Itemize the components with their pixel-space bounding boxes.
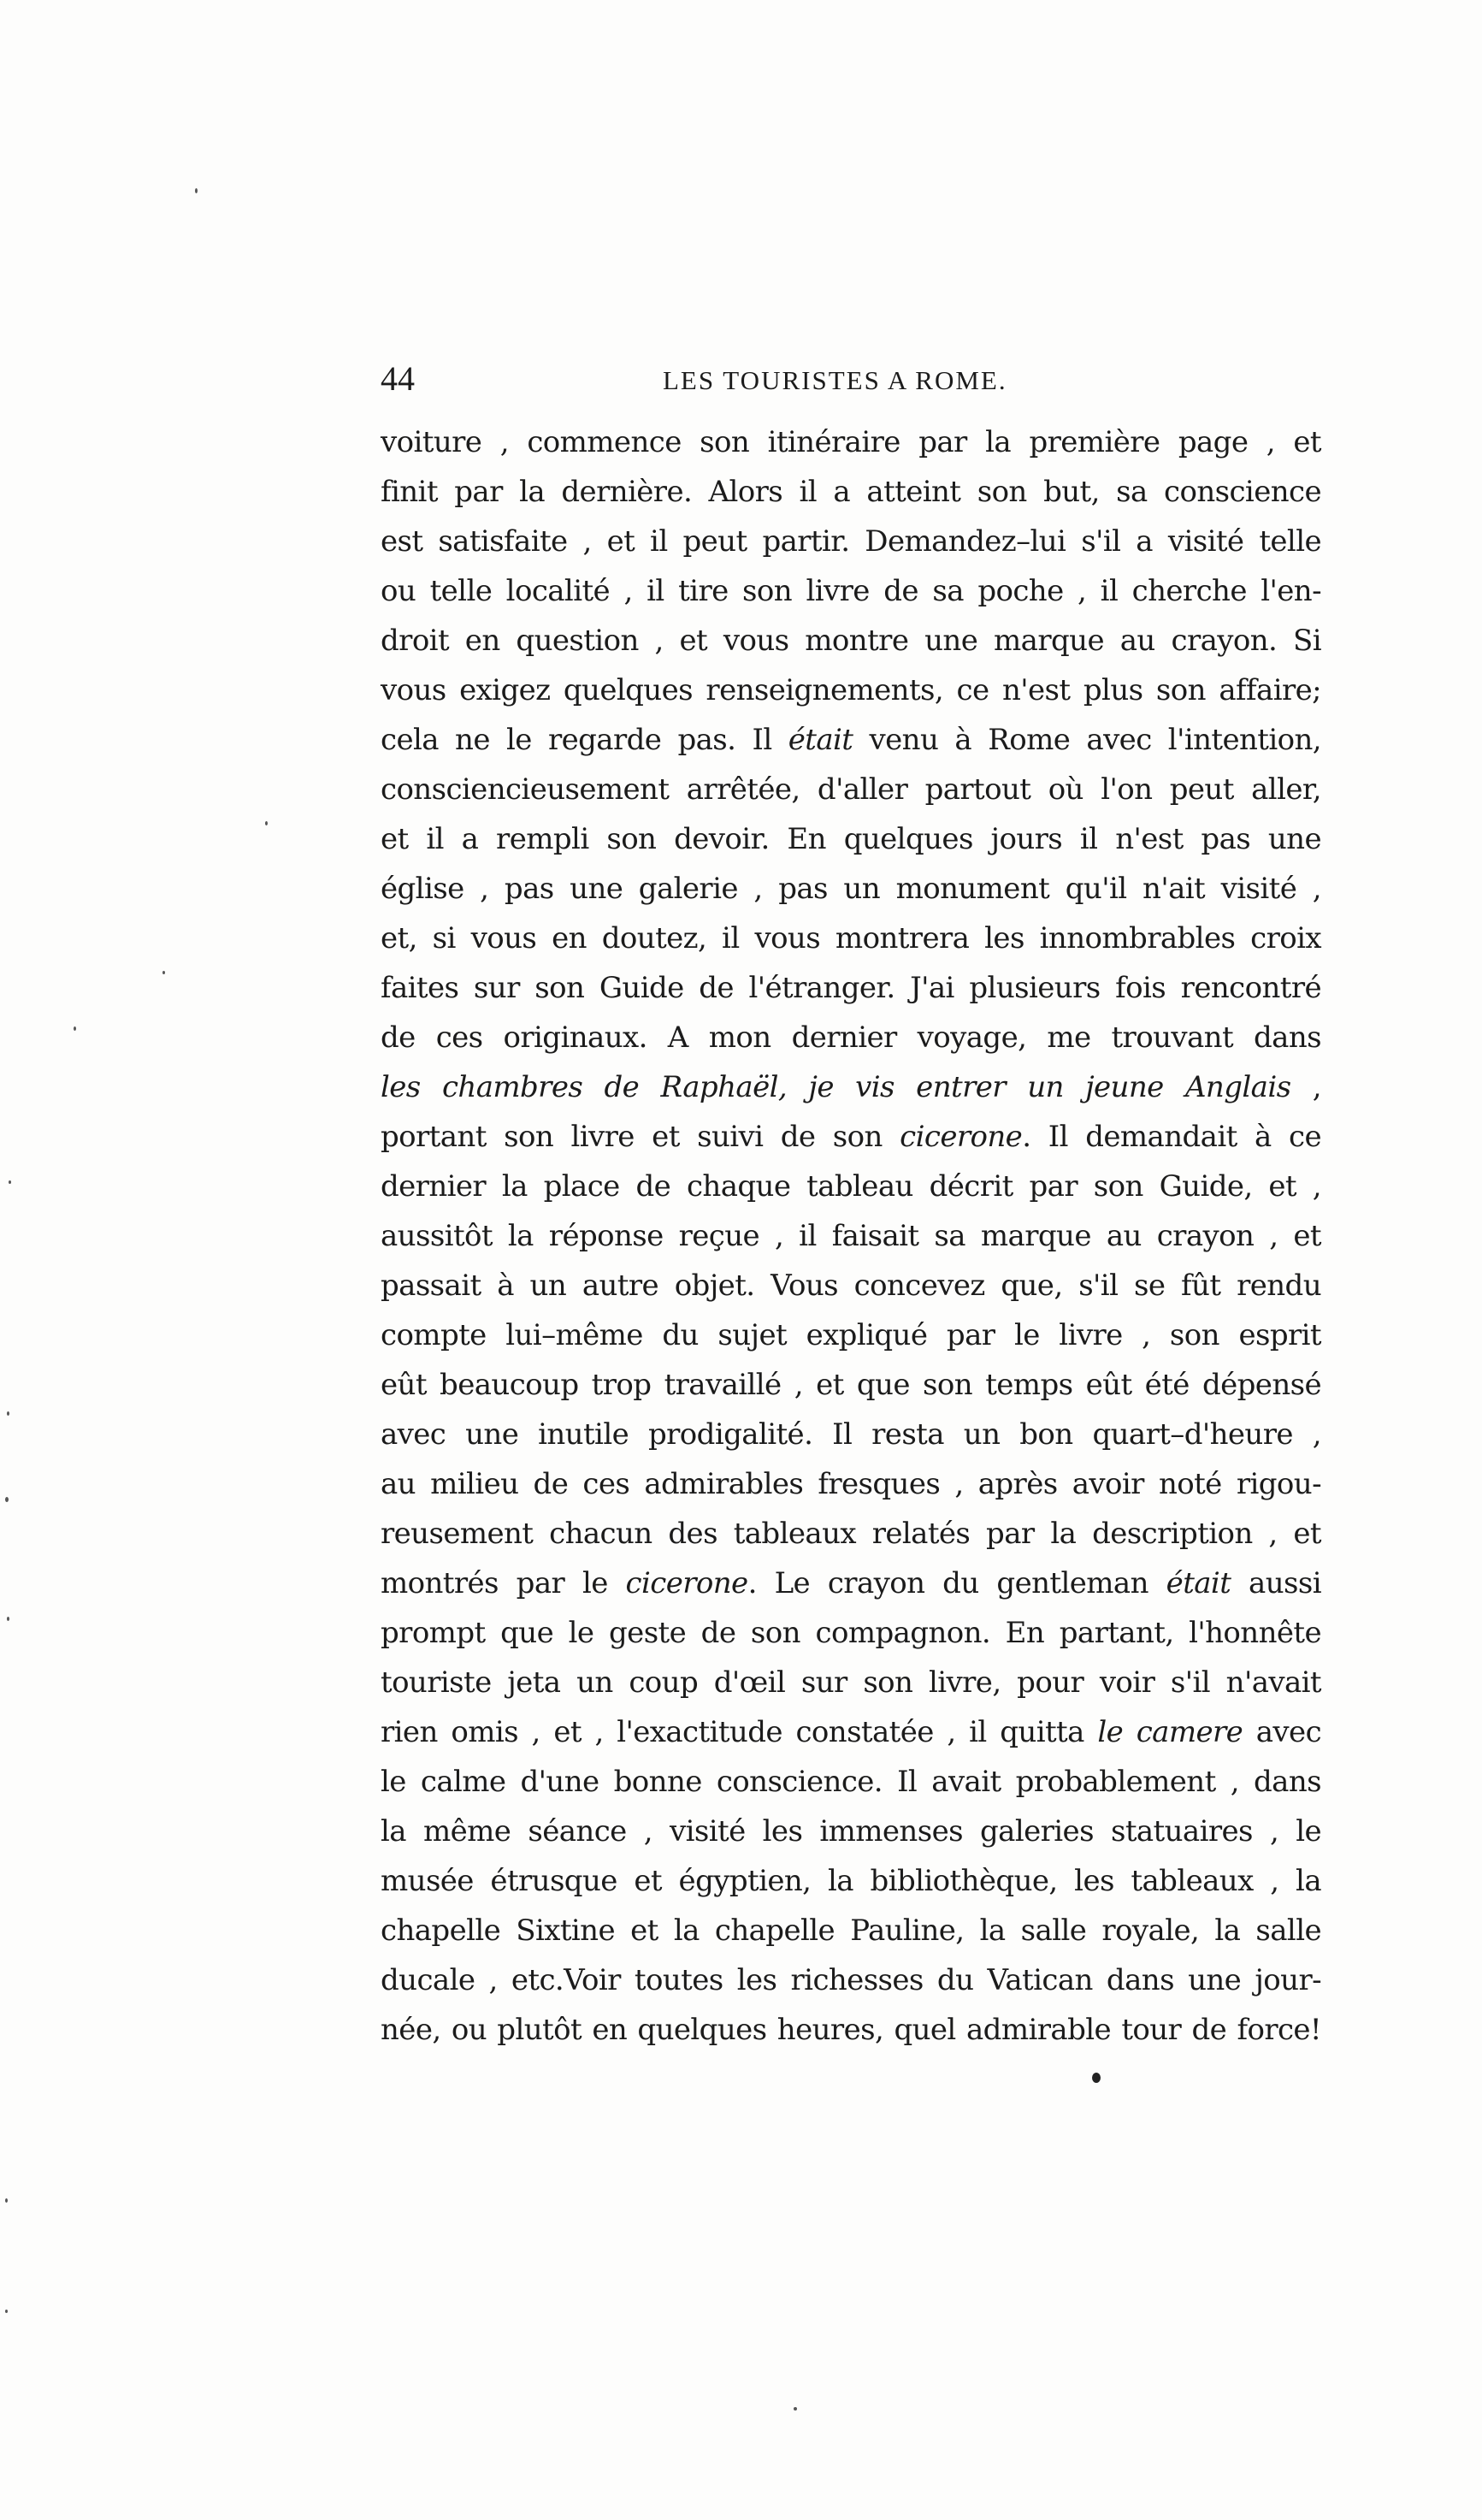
text-line: compte lui–même du sujet expliqué par le livre , son esprit bbox=[381, 1318, 1321, 1352]
ink-speck bbox=[195, 188, 198, 193]
text-line: ou telle localité , il tire son livre de sa poche , il cherche l'en- bbox=[381, 574, 1321, 608]
text-line: au milieu de ces admirables fresques , après avoir noté rigou- bbox=[381, 1467, 1321, 1501]
ink-speck bbox=[162, 971, 165, 974]
text-line: musée étrusque et égyptien, la bibliothèque, les tableaux , la bbox=[381, 1864, 1321, 1898]
text-line: cela ne le regarde pas. Il était venu à Rome avec l'intention, bbox=[381, 723, 1321, 757]
text-line: et, si vous en doutez, il vous montrera les innombrables croix bbox=[381, 921, 1321, 955]
text-line: touriste jeta un coup d'œil sur son livre, pour voir s'il n'avait bbox=[381, 1665, 1321, 1700]
ink-speck bbox=[7, 1617, 9, 1621]
ink-speck bbox=[5, 2198, 8, 2203]
text-line: avec une inutile prodigalité. Il resta un bon quart–d'heure , bbox=[381, 1417, 1321, 1452]
body-text bbox=[381, 417, 1321, 2055]
text-line: finit par la dernière. Alors il a atteint son but, sa conscience bbox=[381, 475, 1321, 509]
text-line: passait à un autre objet. Vous concevez que, s'il se fût rendu bbox=[381, 1269, 1321, 1303]
running-title: LES TOURISTES A ROME. bbox=[663, 365, 1007, 395]
text-line: est satisfaite , et il peut partir. Demandez–lui s'il a visité telle bbox=[381, 524, 1321, 559]
text-line: rien omis , et , l'exactitude constatée , il quitta le camere avec bbox=[381, 1715, 1322, 1749]
ink-speck bbox=[265, 821, 268, 825]
text-line: et il a rempli son devoir. En quelques jours il n'est pas une bbox=[381, 822, 1321, 856]
ink-speck bbox=[5, 2310, 8, 2313]
ink-dot bbox=[1092, 2073, 1101, 2083]
text-line: consciencieusement arrêtée, d'aller partout où l'on peut aller, bbox=[381, 772, 1321, 807]
ink-speck bbox=[9, 1180, 11, 1184]
text-line: aussitôt la réponse reçue , il faisait sa marque au crayon , et bbox=[381, 1219, 1321, 1253]
text-line: voiture , commence son itinéraire par la première page , et bbox=[381, 425, 1321, 459]
text-line: ducale , etc.Voir toutes les richesses du Vatican dans une jour- bbox=[381, 1963, 1321, 1997]
text-line: eût beaucoup trop travaillé , et que son temps eût été dépensé bbox=[381, 1368, 1321, 1402]
text-line: le calme d'une bonne conscience. Il avait probablement , dans bbox=[381, 1765, 1321, 1799]
text-line: née, ou plutôt en quelques heures, quel admirable tour de force! bbox=[381, 2013, 1321, 2047]
ink-speck bbox=[7, 1411, 9, 1416]
text-line: droit en question , et vous montre une marque au crayon. Si bbox=[381, 624, 1321, 658]
ink-speck bbox=[5, 1497, 9, 1502]
ink-speck bbox=[794, 2407, 797, 2411]
page-number: 44 bbox=[381, 359, 415, 398]
text-line: vous exigez quelques renseignements, ce n'est plus son affaire; bbox=[381, 673, 1321, 707]
text-line: dernier la place de chaque tableau décrit par son Guide, et , bbox=[381, 1169, 1321, 1204]
text-line: faites sur son Guide de l'étranger. J'ai plusieurs fois rencontré bbox=[381, 971, 1321, 1005]
page-header bbox=[381, 358, 1321, 400]
text-line: de ces originaux. A mon dernier voyage, me trouvant dans bbox=[381, 1020, 1321, 1055]
text-line: la même séance , visité les immenses galeries statuaires , le bbox=[381, 1814, 1321, 1849]
text-line: les chambres de Raphaël, je vis entrer un jeune Anglais , bbox=[381, 1070, 1321, 1104]
text-line: chapelle Sixtine et la chapelle Pauline, la salle royale, la salle bbox=[381, 1914, 1321, 1948]
text-line: église , pas une galerie , pas un monument qu'il n'ait visité , bbox=[381, 872, 1321, 906]
ink-speck bbox=[74, 1026, 76, 1031]
text-line: portant son livre et suivi de son cicerone. Il demandait à ce bbox=[381, 1120, 1321, 1154]
text-line: montrés par le cicerone. Le crayon du gentleman était aussi bbox=[381, 1566, 1321, 1600]
text-line: prompt que le geste de son compagnon. En partant, l'honnête bbox=[381, 1616, 1321, 1650]
text-line: reusement chacun des tableaux relatés par la description , et bbox=[381, 1517, 1321, 1551]
